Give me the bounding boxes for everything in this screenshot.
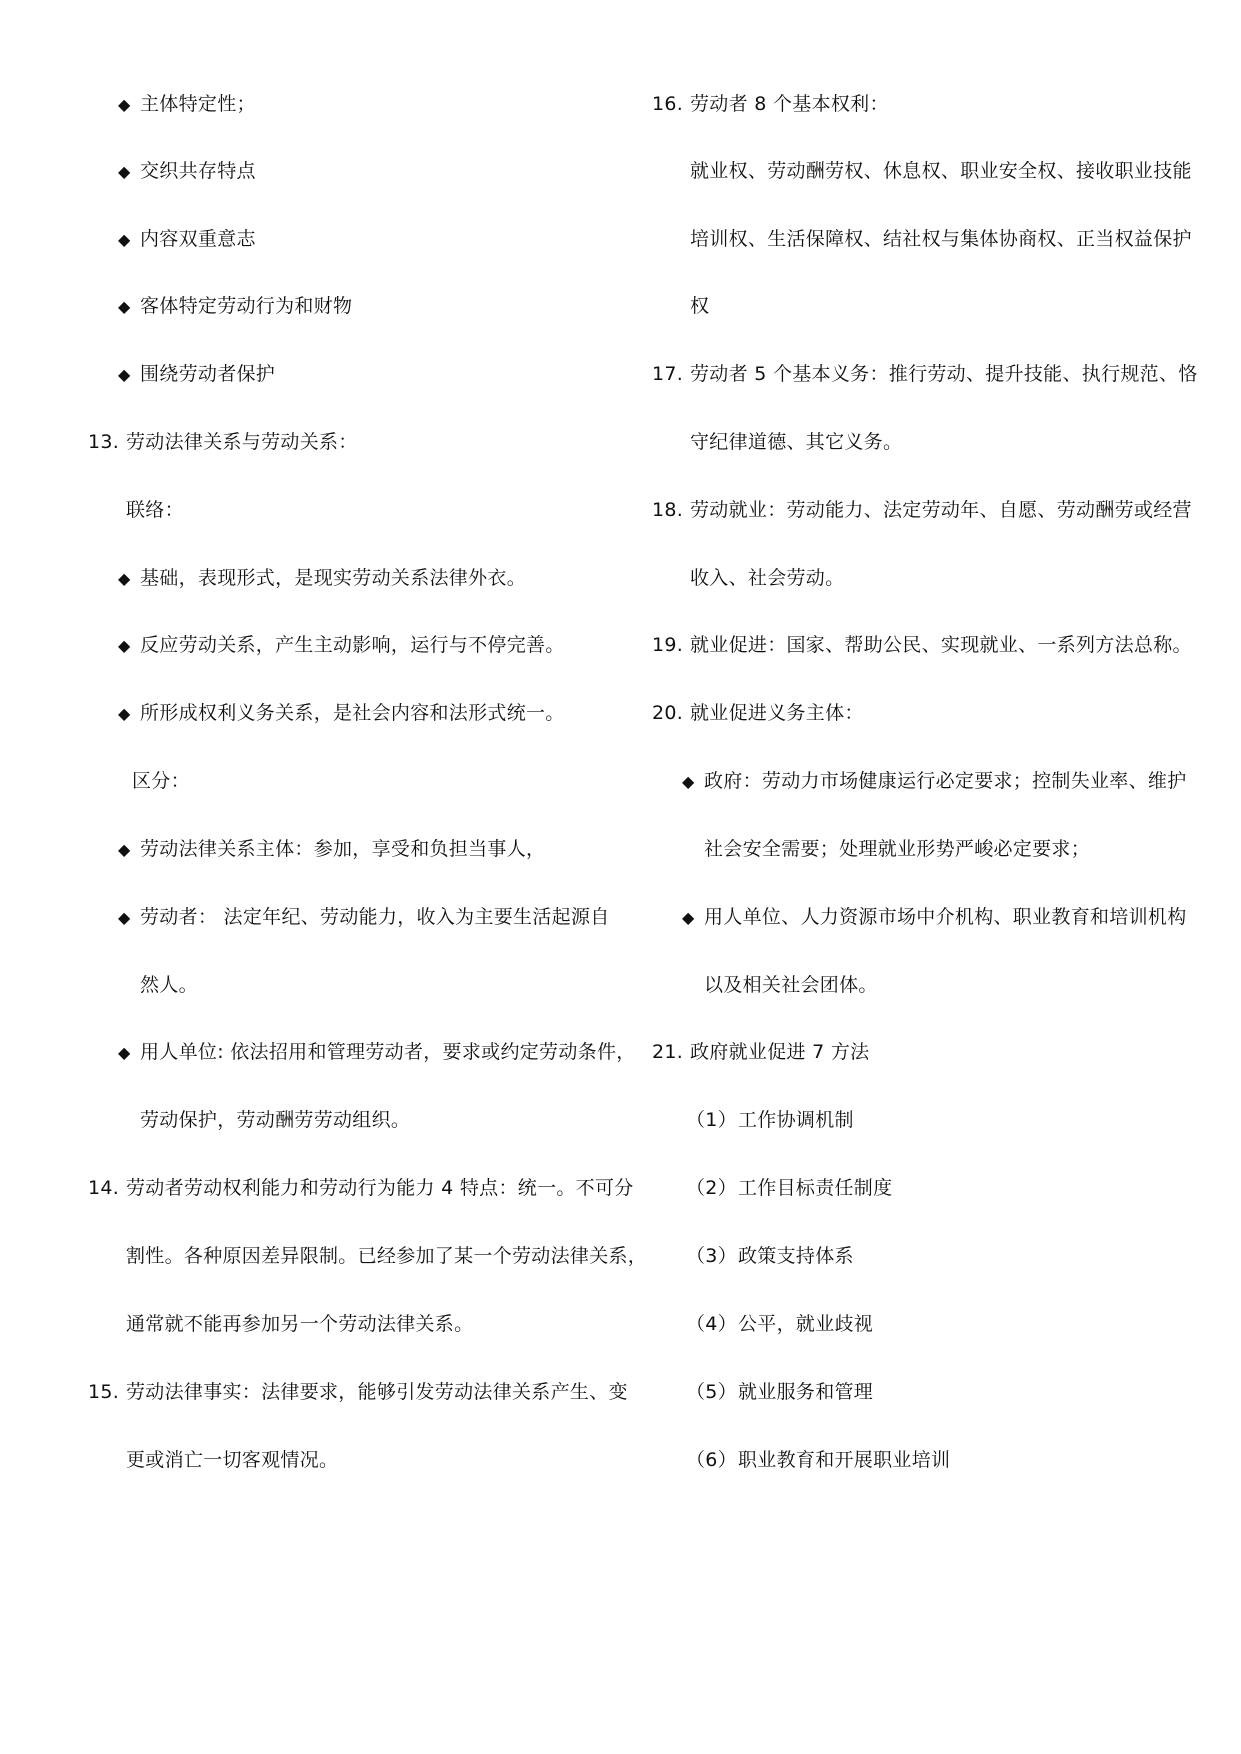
diamond-bullet-icon: ◆ (118, 1043, 131, 1062)
continuation-line: 劳动保护，劳动酬劳劳动组织。 (140, 1109, 411, 1131)
bullet-item: ◆ 所形成权利义务关系，是社会内容和法形式统一。 (118, 700, 565, 727)
method-item: （2）工作目标责任制度 (686, 1177, 893, 1199)
continuation-line: 培训权、生活保障权、结社权与集体协商权、正当权益保护 (690, 228, 1192, 250)
numbered-item-17: 17. 劳动者 5 个基本义务：推行劳动、提升技能、执行规范、恪 (652, 363, 1198, 385)
numbered-item-15: 15. 劳动法律事实：法律要求，能够引发劳动法律关系产生、变 (88, 1381, 628, 1403)
diamond-bullet-icon: ◆ (682, 772, 695, 791)
section-label: 区分： (132, 770, 190, 792)
continuation-line: 通常就不能再参加另一个劳动法律关系。 (126, 1313, 474, 1335)
item-number: 14. (88, 1177, 120, 1199)
bullet-item: ◆ 反应劳动关系，产生主动影响，运行与不停完善。 (118, 632, 565, 659)
diamond-bullet-icon: ◆ (118, 636, 131, 655)
diamond-bullet-icon: ◆ (118, 569, 131, 588)
method-item: （5）就业服务和管理 (686, 1381, 874, 1403)
continuation-line: 收入、社会劳动。 (690, 567, 845, 589)
item-number: 17. (652, 363, 684, 385)
method-number: （3） (686, 1245, 737, 1267)
diamond-bullet-icon: ◆ (682, 908, 695, 927)
diamond-bullet-icon: ◆ (118, 162, 131, 181)
continuation-line: 然人。 (140, 974, 198, 996)
numbered-item-18: 18. 劳动就业：劳动能力、法定劳动年、自愿、劳动酬劳或经营 (652, 499, 1192, 521)
numbered-item-19: 19. 就业促进：国家、帮助公民、实现就业、一系列方法总称。 (652, 634, 1192, 656)
diamond-bullet-icon: ◆ (118, 365, 131, 384)
diamond-bullet-icon: ◆ (118, 297, 131, 316)
bullet-item: ◆ 政府：劳动力市场健康运行必定要求；控制失业率、维护 (682, 768, 1187, 795)
bullet-item: ◆ 劳动法律关系主体：参加，享受和负担当事人， (118, 836, 545, 863)
item-number: 13. (88, 431, 120, 453)
method-number: （4） (686, 1313, 737, 1335)
bullet-item: ◆ 交织共存特点 (118, 158, 256, 185)
method-item: （6）职业教育和开展职业培训 (686, 1449, 951, 1471)
bullet-item: ◆ 围绕劳动者保护 (118, 361, 275, 388)
item-number: 15. (88, 1381, 120, 1403)
method-number: （5） (686, 1381, 737, 1403)
item-number: 18. (652, 499, 684, 521)
bullet-item: ◆ 主体特定性； (118, 91, 256, 118)
method-item: （4）公平，就业歧视 (686, 1313, 874, 1335)
item-number: 16. (652, 93, 684, 115)
numbered-item-21: 21. 政府就业促进 7 方法 (652, 1041, 870, 1063)
item-number: 19. (652, 634, 684, 656)
diamond-bullet-icon: ◆ (118, 704, 131, 723)
method-number: （2） (686, 1177, 737, 1199)
diamond-bullet-icon: ◆ (118, 95, 131, 114)
method-number: （6） (686, 1449, 737, 1471)
bullet-item: ◆ 用人单位、人力资源市场中介机构、职业教育和培训机构 (682, 904, 1187, 931)
method-item: （3）政策支持体系 (686, 1245, 854, 1267)
bullet-item: ◆ 用人单位: 依法招用和管理劳动者，要求或约定劳动条件， (118, 1039, 636, 1066)
bullet-item: ◆ 基础，表现形式，是现实劳动关系法律外衣。 (118, 565, 526, 592)
numbered-item-13: 13. 劳动法律关系与劳动关系： (88, 431, 358, 453)
continuation-line: 守纪律道德、其它义务。 (690, 431, 903, 453)
diamond-bullet-icon: ◆ (118, 908, 131, 927)
bullet-item: ◆ 劳动者： 法定年纪、劳动能力，收入为主要生活起源自 (118, 904, 610, 931)
continuation-line: 割性。各种原因差异限制。已经参加了某一个劳动法律关系， (126, 1245, 648, 1267)
item-number: 21. (652, 1041, 684, 1063)
continuation-line: 就业权、劳动酬劳权、休息权、职业安全权、接收职业技能 (690, 160, 1192, 182)
diamond-bullet-icon: ◆ (118, 840, 131, 859)
continuation-line: 更或消亡一切客观情况。 (126, 1449, 339, 1471)
bullet-item: ◆ 内容双重意志 (118, 226, 256, 253)
continuation-line: 以及相关社会团体。 (704, 974, 878, 996)
continuation-line: 权 (690, 295, 710, 317)
numbered-item-14: 14. 劳动者劳动权利能力和劳动行为能力 4 特点：统一。不可分 (88, 1177, 634, 1199)
bullet-item: ◆ 客体特定劳动行为和财物 (118, 293, 352, 320)
section-label: 联络： (126, 499, 184, 521)
diamond-bullet-icon: ◆ (118, 230, 131, 249)
continuation-line: 社会安全需要；处理就业形势严峻必定要求； (704, 838, 1091, 860)
item-number: 20. (652, 702, 684, 724)
numbered-item-16: 16. 劳动者 8 个基本权利： (652, 93, 889, 115)
method-item: （1）工作协调机制 (686, 1109, 854, 1131)
method-number: （1） (686, 1109, 737, 1131)
numbered-item-20: 20. 就业促进义务主体： (652, 702, 864, 724)
